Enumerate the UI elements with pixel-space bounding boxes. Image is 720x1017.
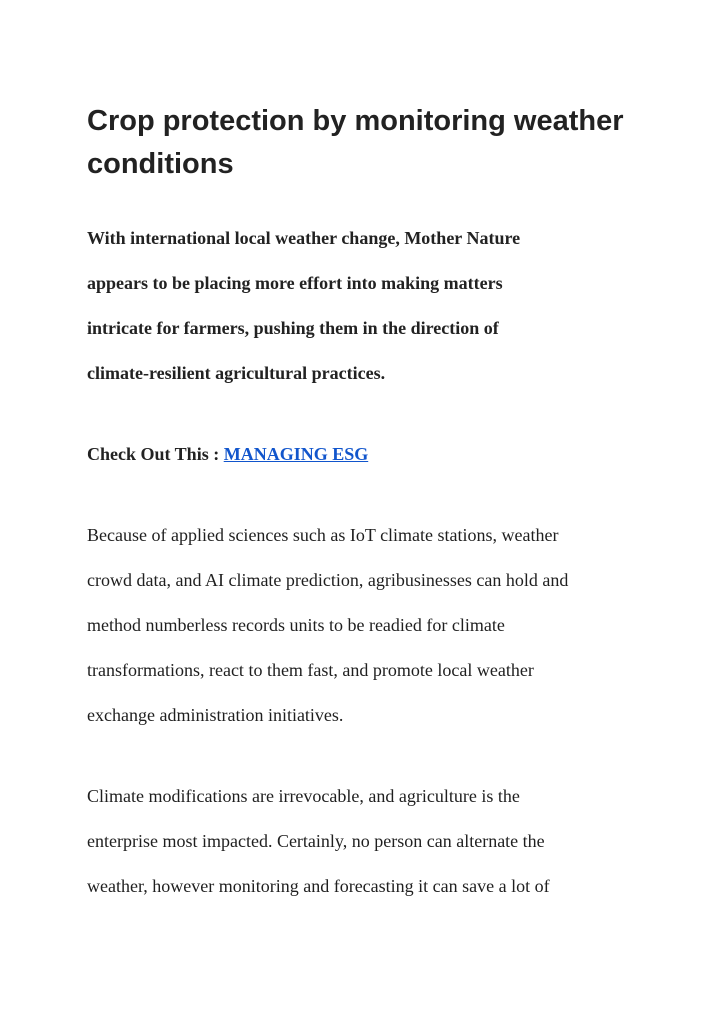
check-out-label: Check Out This : xyxy=(87,444,224,464)
paragraph-line: Because of applied sciences such as IoT climate stations, weather xyxy=(87,525,559,545)
check-out-line xyxy=(87,442,368,466)
title-line-2: conditions xyxy=(87,148,234,180)
title-line-1: Crop protection by monitoring weather xyxy=(87,105,624,137)
intro-line: climate-resilient agricultural practices. xyxy=(87,363,386,383)
paragraph-line: transformations, react to them fast, and promote local weather xyxy=(87,660,534,680)
paragraph-line: exchange administration initiatives. xyxy=(87,705,344,725)
paragraph-line: method numberless records units to be readied for climate xyxy=(87,615,505,635)
intro-line: intricate for farmers, pushing them in the direction of xyxy=(87,318,499,338)
intro-line: appears to be placing more effort into making matters xyxy=(87,273,503,293)
paragraph-line: crowd data, and AI climate prediction, agribusinesses can hold and xyxy=(87,570,569,590)
paragraph-line: Climate modifications are irrevocable, and agriculture is the xyxy=(87,786,520,806)
managing-esg-link[interactable]: MANAGING ESG xyxy=(223,444,369,464)
paragraph-line: enterprise most impacted. Certainly, no person can alternate the xyxy=(87,831,545,851)
paragraph-line: weather, however monitoring and forecasting it can save a lot of xyxy=(87,876,550,896)
intro-line: With international local weather change, Mother Nature xyxy=(87,228,521,248)
page-title xyxy=(87,100,687,186)
